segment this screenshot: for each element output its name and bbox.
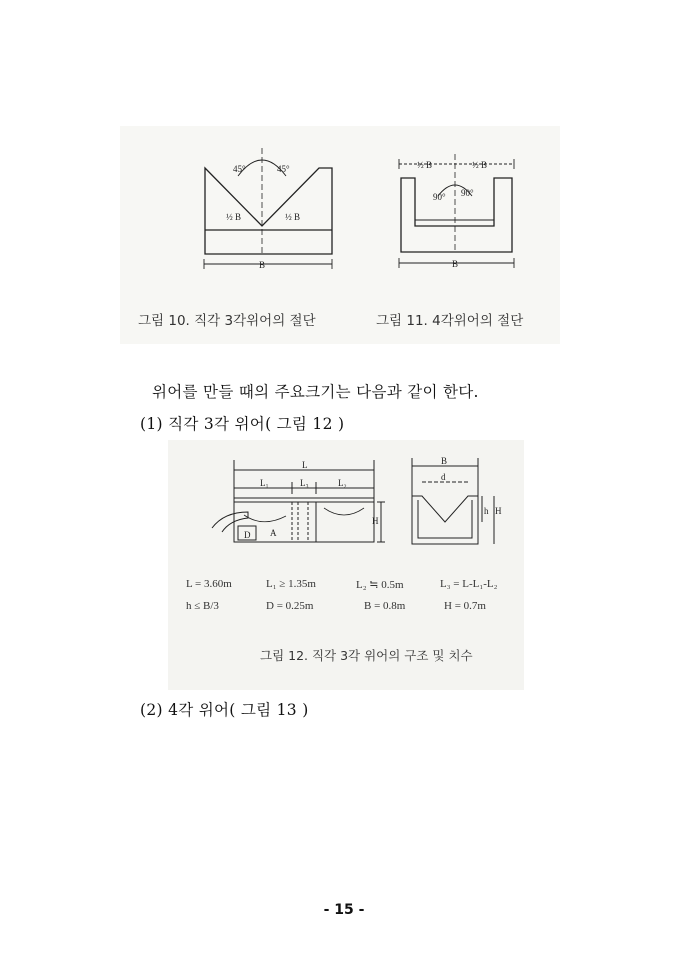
- dimension-D: D = 0.25m: [266, 600, 314, 612]
- figure-12-panel: [168, 440, 524, 690]
- half-b-label-right: ½ B: [472, 160, 488, 170]
- label-D: D: [244, 530, 251, 540]
- weir-end-view: [412, 458, 494, 544]
- width-label: B: [259, 260, 266, 270]
- angle-label-left: 90°: [433, 192, 446, 202]
- label-L3: L₃: [300, 478, 309, 488]
- width-label: B: [452, 259, 459, 269]
- half-b-label-right: ½ B: [285, 212, 301, 222]
- figure-11-caption: 그림 11. 4각위어의 절단: [376, 313, 524, 329]
- label-h: h: [484, 506, 489, 516]
- angle-label-left: 45°: [233, 164, 246, 174]
- dimension-L: L = 3.60m: [186, 578, 232, 590]
- dimension-h: h ≤ B/3: [186, 600, 219, 612]
- dimension-L2: L₂ ≒ 0.5m: [356, 579, 404, 591]
- dimension-H: H = 0.7m: [444, 600, 486, 612]
- label-H: H: [372, 516, 379, 526]
- dimension-L3: L₃ = L-L₁-L₂: [440, 578, 498, 590]
- figure-10-11-panel: [120, 126, 560, 344]
- weir-channel-elevation: [212, 460, 385, 542]
- angle-label-right: 90°: [461, 188, 474, 198]
- dimension-B: B = 0.8m: [364, 600, 406, 612]
- page-number: - 15 -: [323, 902, 365, 918]
- label-B: B: [441, 456, 448, 466]
- label-L2: L₂: [338, 478, 347, 488]
- rectangular-notch-section: [399, 154, 514, 268]
- item-1-heading: (1) 직각 3각 위어( 그림 12 ): [140, 415, 345, 433]
- figure-12-caption: 그림 12. 직각 3각 위어의 구조 및 치수: [260, 648, 473, 663]
- label-d: d: [441, 472, 446, 482]
- label-L1: L₁: [260, 478, 269, 488]
- item-2-heading: (2) 4각 위어( 그림 13 ): [140, 701, 309, 719]
- label-A: A: [270, 528, 277, 538]
- label-H-end: H: [495, 506, 502, 516]
- dimension-L1: L₁ ≥ 1.35m: [266, 578, 316, 590]
- figure-10-caption: 그림 10. 직각 3각위어의 절단: [138, 313, 316, 329]
- v-notch-section: [204, 148, 332, 269]
- angle-label-right: 45°: [277, 164, 290, 174]
- half-b-label-left: ½ B: [417, 160, 433, 170]
- body-paragraph: 위어를 만들 때의 주요크기는 다음과 같이 한다.: [152, 383, 479, 401]
- label-L: L: [302, 460, 308, 470]
- half-b-label-left: ½ B: [226, 212, 242, 222]
